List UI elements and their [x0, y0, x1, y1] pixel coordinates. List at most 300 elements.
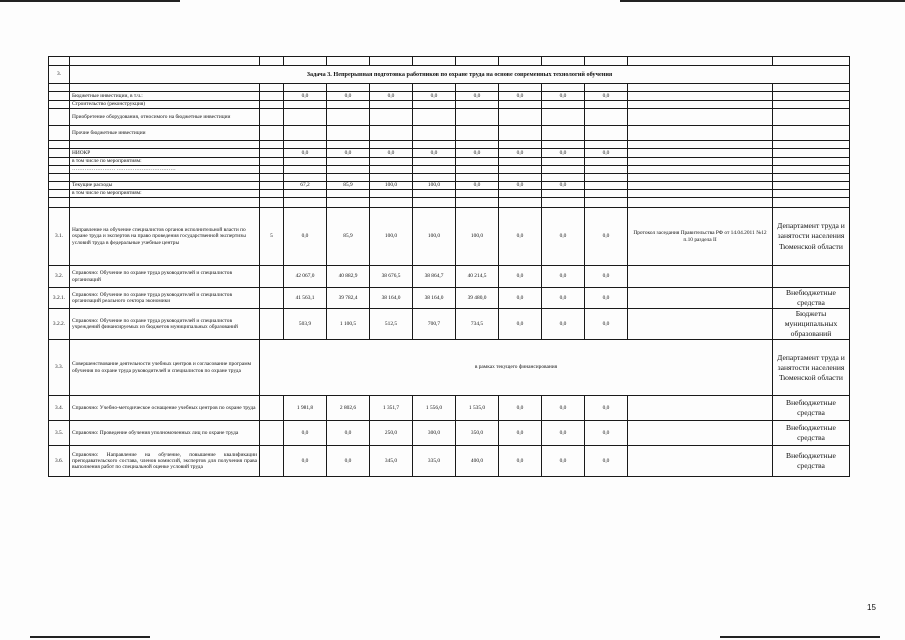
empty-cell [773, 101, 850, 109]
summary-value [370, 101, 413, 109]
summary-value: 0,0 [456, 182, 499, 190]
empty-cell [260, 109, 284, 126]
empty-cell [542, 198, 585, 208]
empty-cell [284, 198, 327, 208]
empty-cell [628, 84, 773, 92]
item-value: 0,0 [499, 266, 542, 288]
item-value: 0,0 [327, 446, 370, 477]
empty-cell [542, 141, 585, 149]
item-count [260, 309, 284, 340]
summary-value [327, 166, 370, 174]
summary-value: 0,0 [585, 92, 628, 101]
item-value: 100,0 [413, 208, 456, 266]
item-count [260, 396, 284, 421]
summary-value [284, 158, 327, 166]
summary-value [585, 109, 628, 126]
summary-row [49, 149, 850, 158]
item-value: 0,0 [585, 266, 628, 288]
summary-value [413, 101, 456, 109]
empty-cell [773, 57, 850, 66]
empty-cell [260, 174, 284, 182]
empty-cell [49, 182, 70, 190]
summary-value [413, 126, 456, 141]
item-description: Совершенствование деятельности учебных центров и согласование программ обучения по охране труда руководителей и специалистов по охране труда [70, 340, 260, 396]
summary-value [456, 109, 499, 126]
empty-cell [773, 158, 850, 166]
item-number: 3.6. [49, 446, 70, 477]
summary-value [370, 109, 413, 126]
empty-cell [456, 174, 499, 182]
item-row [49, 396, 850, 421]
item-value: 1 556,0 [413, 396, 456, 421]
item-basis: Протокол заседания Правительства РФ от 14.04.2011 №12 п.10 раздела II [628, 208, 773, 266]
item-value: 38 164,0 [413, 288, 456, 309]
item-value: 38 676,5 [370, 266, 413, 288]
item-value: 0,0 [542, 421, 585, 446]
item-row [49, 340, 850, 396]
empty-cell [585, 174, 628, 182]
summary-value: 0,0 [327, 149, 370, 158]
summary-value [456, 158, 499, 166]
item-funding-source: Внебюджетные средства [773, 396, 850, 421]
summary-value [327, 101, 370, 109]
summary-value: 0,0 [284, 92, 327, 101]
empty-cell [628, 92, 773, 101]
program-table [48, 56, 850, 477]
item-value: 40 882,9 [327, 266, 370, 288]
item-number: 3.4. [49, 396, 70, 421]
item-description: Справочно: Обучение по охране труда руководителей и специалистов учреждений финансируемых из бюджетов муниципальных образований [70, 309, 260, 340]
empty-cell [499, 174, 542, 182]
item-value: 0,0 [585, 288, 628, 309]
item-value: 350,0 [456, 421, 499, 446]
summary-value [284, 190, 327, 198]
empty-cell [260, 166, 284, 174]
task-row [49, 66, 850, 84]
item-funding-source: Бюджеты муниципальных образований [773, 309, 850, 340]
summary-label: Строительство (реконструкция) [70, 101, 260, 109]
spacer-row [49, 198, 850, 208]
empty-cell [327, 174, 370, 182]
summary-value: 0,0 [499, 182, 542, 190]
item-number: 3.2.1. [49, 288, 70, 309]
item-value: 0,0 [499, 208, 542, 266]
item-value: 0,0 [284, 208, 327, 266]
item-basis [628, 446, 773, 477]
empty-cell [260, 158, 284, 166]
item-basis [628, 396, 773, 421]
item-value: 335,0 [413, 446, 456, 477]
empty-cell [49, 109, 70, 126]
summary-value [542, 109, 585, 126]
item-row [49, 266, 850, 288]
empty-cell [260, 198, 284, 208]
summary-value [499, 126, 542, 141]
empty-cell [773, 198, 850, 208]
empty-cell [327, 141, 370, 149]
summary-row [49, 182, 850, 190]
item-value: 0,0 [542, 208, 585, 266]
item-value: 1 535,0 [456, 396, 499, 421]
summary-label: …………………… …………………………… [70, 166, 260, 174]
item-value: 0,0 [542, 396, 585, 421]
page-number: 15 [867, 603, 876, 612]
empty-cell [585, 57, 628, 66]
summary-row [49, 101, 850, 109]
empty-cell [260, 84, 284, 92]
summary-value: 100,0 [370, 182, 413, 190]
empty-cell [628, 198, 773, 208]
item-value: 1 351,7 [370, 396, 413, 421]
item-value: 0,0 [585, 421, 628, 446]
summary-value: 0,0 [284, 149, 327, 158]
empty-cell [628, 141, 773, 149]
spacer-row [49, 84, 850, 92]
empty-cell [260, 57, 284, 66]
summary-value: 67,2 [284, 182, 327, 190]
empty-cell [773, 84, 850, 92]
empty-cell [49, 57, 70, 66]
summary-label: в том числе по мероприятиям: [70, 158, 260, 166]
summary-value [284, 166, 327, 174]
item-description: Направление на обучение специалистов органов исполнительной власти по охране труда и экспертов на право проведения государственной экспертизы условий труда в федеральные учебные центры [70, 208, 260, 266]
empty-cell [284, 84, 327, 92]
summary-row [49, 109, 850, 126]
summary-value [284, 109, 327, 126]
summary-value [499, 166, 542, 174]
scan-edge-bottom-right [720, 636, 880, 638]
summary-value [499, 101, 542, 109]
summary-value: 0,0 [542, 182, 585, 190]
summary-row [49, 92, 850, 101]
empty-cell [499, 57, 542, 66]
item-description: Справочно: Обучение по охране труда руководителей и специалистов организаций реального сектора экономики [70, 288, 260, 309]
item-value: 38 864,7 [413, 266, 456, 288]
item-count [260, 421, 284, 446]
empty-cell [456, 141, 499, 149]
item-row [49, 421, 850, 446]
summary-label: НИОКР [70, 149, 260, 158]
item-value: 38 164,0 [370, 288, 413, 309]
summary-value: 0,0 [499, 92, 542, 101]
item-count [260, 288, 284, 309]
empty-cell [773, 92, 850, 101]
item-funding-source: Внебюджетные средства [773, 446, 850, 477]
summary-value [327, 126, 370, 141]
empty-cell [773, 126, 850, 141]
summary-value [542, 101, 585, 109]
summary-value [585, 158, 628, 166]
item-value: 2 802,6 [327, 396, 370, 421]
item-row [49, 208, 850, 266]
item-value: 345,0 [370, 446, 413, 477]
item-value: 85,9 [327, 208, 370, 266]
summary-value [327, 109, 370, 126]
summary-value [585, 182, 628, 190]
empty-cell [773, 166, 850, 174]
summary-value [456, 190, 499, 198]
item-value: 700,7 [413, 309, 456, 340]
table-body [49, 57, 850, 477]
empty-cell [585, 198, 628, 208]
empty-cell [773, 149, 850, 158]
empty-cell [260, 101, 284, 109]
summary-value [284, 126, 327, 141]
empty-cell [585, 84, 628, 92]
empty-cell [542, 57, 585, 66]
summary-value [370, 126, 413, 141]
item-value: 0,0 [585, 208, 628, 266]
item-value: 0,0 [542, 266, 585, 288]
empty-cell [542, 84, 585, 92]
summary-value: 0,0 [456, 92, 499, 101]
summary-value: 0,0 [585, 149, 628, 158]
item-value: 0,0 [499, 309, 542, 340]
summary-value [413, 109, 456, 126]
empty-cell [628, 166, 773, 174]
empty-cell [585, 141, 628, 149]
item-number: 3.1. [49, 208, 70, 266]
empty-cell [49, 101, 70, 109]
empty-cell [260, 92, 284, 101]
scan-edge-top-right [620, 0, 905, 2]
empty-cell [260, 126, 284, 141]
item-value: 0,0 [585, 446, 628, 477]
empty-cell [773, 141, 850, 149]
summary-value [499, 109, 542, 126]
item-value: 734,5 [456, 309, 499, 340]
empty-cell [327, 57, 370, 66]
summary-value [542, 190, 585, 198]
summary-value [327, 190, 370, 198]
empty-cell [327, 84, 370, 92]
summary-value [542, 158, 585, 166]
item-number: 3.5. [49, 421, 70, 446]
empty-cell [499, 198, 542, 208]
empty-cell [413, 174, 456, 182]
empty-cell [628, 126, 773, 141]
item-basis [628, 309, 773, 340]
spacer-row [49, 141, 850, 149]
empty-cell [49, 166, 70, 174]
scan-edge-bottom-left [30, 636, 150, 638]
summary-value: 0,0 [327, 92, 370, 101]
empty-cell [370, 57, 413, 66]
item-number: 3.3. [49, 340, 70, 396]
scan-edge-top-left [0, 0, 180, 2]
summary-value: 0,0 [456, 149, 499, 158]
item-value: 0,0 [499, 421, 542, 446]
summary-value: 0,0 [542, 92, 585, 101]
empty-cell [370, 141, 413, 149]
summary-value: 0,0 [542, 149, 585, 158]
item-funding-source: Департамент труда и занятости населения Тюменской области [773, 208, 850, 266]
empty-cell [628, 57, 773, 66]
summary-value [456, 166, 499, 174]
spacer-row [49, 174, 850, 182]
item-funding-source: Внебюджетные средства [773, 421, 850, 446]
summary-value [499, 158, 542, 166]
empty-cell [773, 174, 850, 182]
empty-cell [70, 57, 260, 66]
item-value: 1 100,5 [327, 309, 370, 340]
item-basis [628, 288, 773, 309]
empty-cell [628, 149, 773, 158]
summary-value [585, 166, 628, 174]
item-value: 39 782,4 [327, 288, 370, 309]
item-value: 40 214,5 [456, 266, 499, 288]
empty-cell [70, 198, 260, 208]
empty-cell [499, 141, 542, 149]
empty-cell [49, 190, 70, 198]
empty-cell [628, 158, 773, 166]
empty-cell [49, 84, 70, 92]
summary-value: 100,0 [413, 182, 456, 190]
item-count [260, 446, 284, 477]
empty-cell [773, 182, 850, 190]
empty-cell [70, 174, 260, 182]
empty-cell [260, 190, 284, 198]
item-value: 100,0 [456, 208, 499, 266]
empty-cell [628, 174, 773, 182]
empty-cell [413, 141, 456, 149]
summary-value [413, 158, 456, 166]
empty-cell [49, 158, 70, 166]
summary-value [456, 126, 499, 141]
item-value: 39 480,0 [456, 288, 499, 309]
item-basis [628, 421, 773, 446]
item-value: 0,0 [585, 396, 628, 421]
item-value: 42 067,0 [284, 266, 327, 288]
summary-row [49, 190, 850, 198]
empty-cell [49, 126, 70, 141]
spacer-row [49, 57, 850, 66]
item-value: 0,0 [542, 288, 585, 309]
item-value: 300,0 [413, 421, 456, 446]
item-value: 0,0 [284, 446, 327, 477]
empty-cell [542, 174, 585, 182]
empty-cell [260, 182, 284, 190]
item-description: Справочно: Проведение обучения уполномоченных лиц по охране труда [70, 421, 260, 446]
item-value: 0,0 [499, 396, 542, 421]
summary-value [585, 101, 628, 109]
merged-financing-note: в рамках текущего финансирования [260, 340, 773, 396]
empty-cell [284, 57, 327, 66]
summary-value: 85,9 [327, 182, 370, 190]
item-value: 0,0 [542, 446, 585, 477]
summary-value [370, 190, 413, 198]
summary-value [413, 190, 456, 198]
empty-cell [370, 198, 413, 208]
item-description: Справочно: Обучение по охране труда руководителей и специалистов организаций [70, 266, 260, 288]
empty-cell [456, 57, 499, 66]
empty-cell [70, 141, 260, 149]
summary-value: 0,0 [370, 92, 413, 101]
item-value: 0,0 [327, 421, 370, 446]
summary-label: Приобретение оборудования, относимого на бюджетные инвестиции [70, 109, 260, 126]
empty-cell [499, 84, 542, 92]
summary-label: Текущие расходы [70, 182, 260, 190]
item-basis [628, 266, 773, 288]
item-value: 0,0 [585, 309, 628, 340]
empty-cell [413, 198, 456, 208]
summary-value [327, 158, 370, 166]
summary-row [49, 158, 850, 166]
empty-cell [456, 198, 499, 208]
summary-value [542, 166, 585, 174]
empty-cell [327, 198, 370, 208]
item-funding-source: Внебюджетные средства [773, 288, 850, 309]
summary-value: 0,0 [413, 92, 456, 101]
item-count [260, 266, 284, 288]
summary-value [370, 166, 413, 174]
empty-cell [260, 149, 284, 158]
summary-value [542, 126, 585, 141]
empty-cell [260, 141, 284, 149]
summary-value [585, 190, 628, 198]
item-value: 400,0 [456, 446, 499, 477]
summary-value [456, 101, 499, 109]
item-value: 250,0 [370, 421, 413, 446]
summary-value: 0,0 [413, 149, 456, 158]
item-row [49, 446, 850, 477]
summary-value [499, 190, 542, 198]
empty-cell [456, 84, 499, 92]
empty-cell [773, 109, 850, 126]
empty-cell [370, 84, 413, 92]
item-value: 0,0 [284, 421, 327, 446]
summary-value [370, 158, 413, 166]
empty-cell [413, 84, 456, 92]
empty-cell [284, 174, 327, 182]
item-funding-source: Департамент труда и занятости населения Тюменской области [773, 340, 850, 396]
item-value: 503,9 [284, 309, 327, 340]
item-value: 0,0 [499, 288, 542, 309]
summary-value [585, 126, 628, 141]
item-value: 512,5 [370, 309, 413, 340]
summary-row [49, 126, 850, 141]
item-number: 3.2.2. [49, 309, 70, 340]
item-description: Справочно: Направление на обучение, повышение квалификации преподавательского состава, членов комиссий, экспертов для получения права выполнения работ по специальной оценке условий труда [70, 446, 260, 477]
item-value: 0,0 [542, 309, 585, 340]
item-value: 1 981,8 [284, 396, 327, 421]
item-count: 5 [260, 208, 284, 266]
empty-cell [413, 57, 456, 66]
empty-cell [49, 149, 70, 158]
empty-cell [773, 190, 850, 198]
summary-value: 0,0 [499, 149, 542, 158]
item-value: 41 563,1 [284, 288, 327, 309]
summary-value [413, 166, 456, 174]
empty-cell [70, 84, 260, 92]
empty-cell [628, 101, 773, 109]
item-funding-source [773, 266, 850, 288]
task-title: Задача 3. Непрерывная подготовка работников по охране труда на основе современных технологий обучения [70, 66, 850, 84]
summary-label: Прочие бюджетные инвестиции [70, 126, 260, 141]
empty-cell [49, 198, 70, 208]
summary-label: в том числе по мероприятиям: [70, 190, 260, 198]
summary-value: 0,0 [370, 149, 413, 158]
item-number: 3.2. [49, 266, 70, 288]
empty-cell [49, 174, 70, 182]
summary-row [49, 166, 850, 174]
empty-cell [49, 141, 70, 149]
task-number: 3. [49, 66, 70, 84]
empty-cell [628, 190, 773, 198]
empty-cell [370, 174, 413, 182]
empty-cell [284, 141, 327, 149]
item-description: Справочно: Учебно-методическое оснащение учебных центров по охране труда [70, 396, 260, 421]
